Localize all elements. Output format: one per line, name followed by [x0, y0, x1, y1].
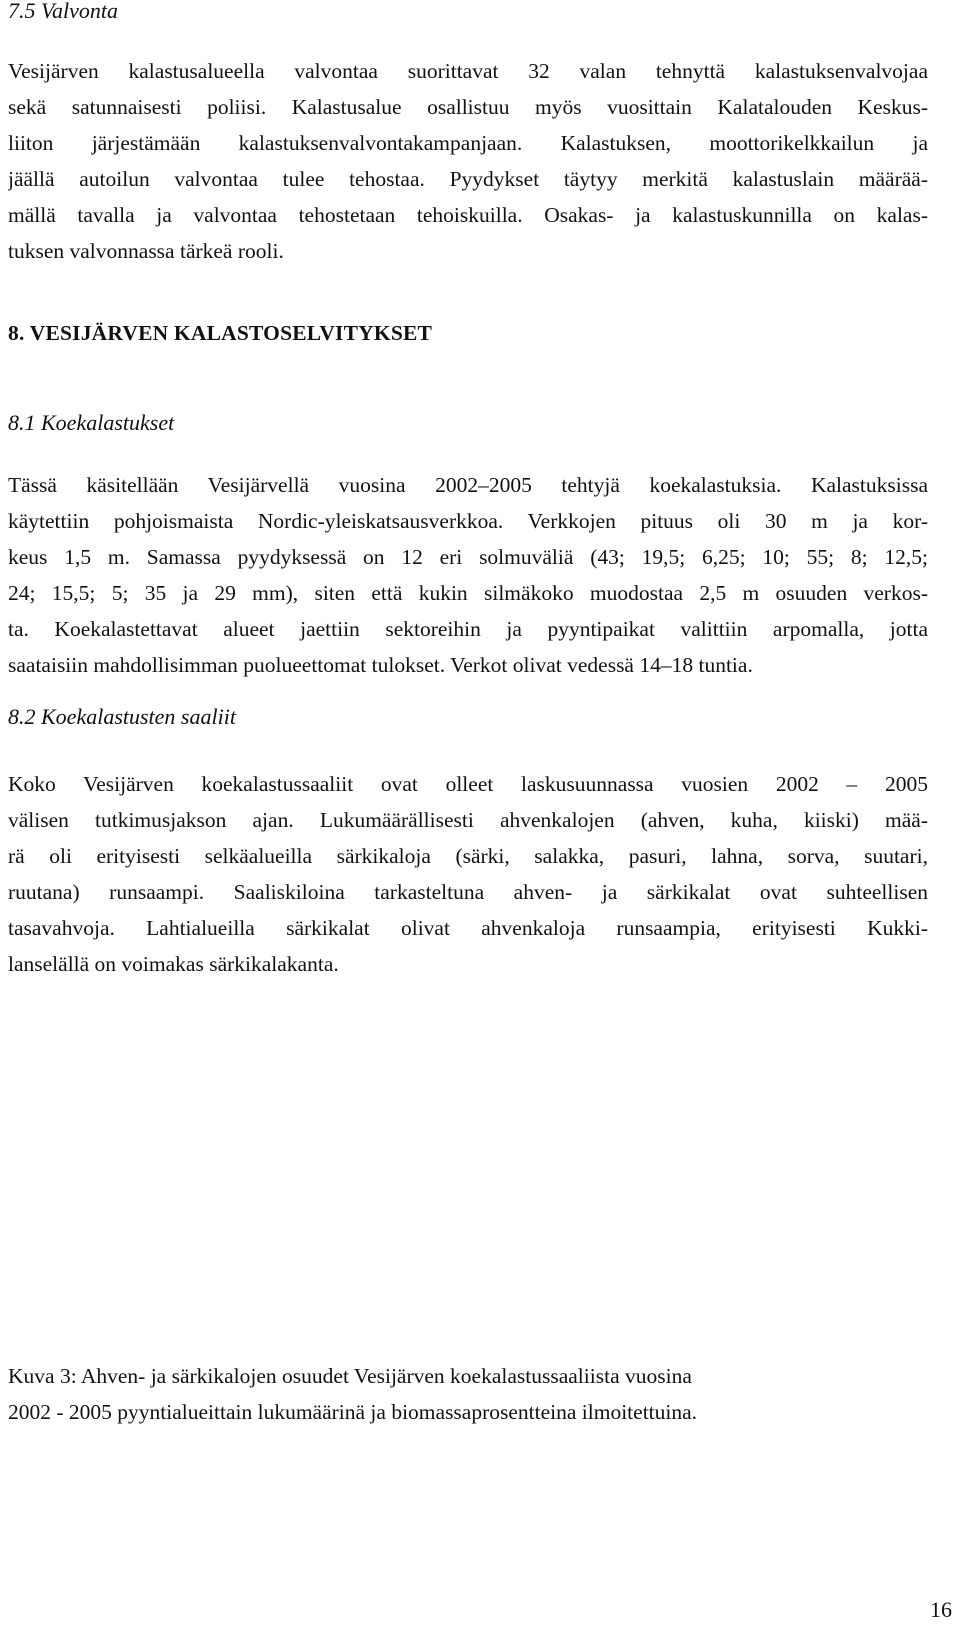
- paragraph-line: lanselällä on voimakas särkikalakanta.: [8, 952, 339, 976]
- section-8-2-heading-block: [8, 702, 928, 732]
- paragraph-line: jäällä autoilun valvontaa tulee tehostaa. Pyydykset täytyy merkitä kalastuslain määrää-: [8, 167, 928, 191]
- section-8-2-paragraph: [8, 766, 928, 982]
- caption-line: 2002 - 2005 pyyntialueittain lukumäärinä ja biomassaprosentteina ilmoitettuina.: [8, 1400, 698, 1424]
- paragraph-line: Koko Vesijärven koekalastussaaliit ovat olleet laskusuunnassa vuosien 2002 – 2005: [8, 772, 928, 796]
- caption-line: Kuva 3: Ahven- ja särkikalojen osuudet Vesijärven koekalastussaaliista vuosina: [8, 1364, 692, 1388]
- paragraph-line: liiton järjestämään kalastuksenvalvontakampanjaan. Kalastuksen, moottorikelkkailun ja: [8, 131, 928, 155]
- section-8-1-heading: 8.1 Koekalastukset: [8, 410, 175, 435]
- paragraph-line: tuksen valvonnassa tärkeä rooli.: [8, 239, 284, 263]
- section-8-2-heading: 8.2 Koekalastusten saaliit: [8, 704, 236, 729]
- section-7-5-paragraph: [8, 53, 928, 269]
- section-8-heading: 8. VESIJÄRVEN KALASTOSELVITYKSET: [8, 321, 433, 345]
- section-7-5-heading: 7.5 Valvonta: [8, 0, 118, 23]
- paragraph-line: Vesijärven kalastusalueella valvontaa suorittavat 32 valan tehnyttä kalastuksenvalvojaa: [8, 59, 928, 83]
- paragraph-line: välisen tutkimusjakson ajan. Lukumäärällisesti ahvenkalojen (ahven, kuha, kiiski) mää-: [8, 808, 928, 832]
- paragraph-line: rä oli erityisesti selkäalueilla särkikaloja (särki, salakka, pasuri, lahna, sorva, suutari,: [8, 844, 928, 868]
- paragraph-line: ta. Koekalastettavat alueet jaettiin sektoreihin ja pyyntipaikat valittiin arpomalla, jotta: [8, 617, 928, 641]
- paragraph-line: käytettiin pohjoismaista Nordic-yleiskatsausverkkoa. Verkkojen pituus oli 30 m ja kor-: [8, 509, 928, 533]
- paragraph-line: ruutana) runsaampi. Saaliskiloina tarkasteltuna ahven- ja särkikalat ovat suhteellisen: [8, 880, 928, 904]
- section-8-heading-block: [8, 318, 928, 348]
- paragraph-line: keus 1,5 m. Samassa pyydyksessä on 12 eri solmuväliä (43; 19,5; 6,25; 10; 55; 8; 12,5;: [8, 545, 928, 569]
- figure-caption: [8, 1358, 928, 1430]
- paragraph-line: 24; 15,5; 5; 35 ja 29 mm), siten että kukin silmäkoko muodostaa 2,5 m osuuden verkos-: [8, 581, 928, 605]
- paragraph-line: Tässä käsitellään Vesijärvellä vuosina 2002–2005 tehtyjä koekalastuksia. Kalastuksissa: [8, 473, 928, 497]
- paragraph-line: tasavahvoja. Lahtialueilla särkikalat olivat ahvenkaloja runsaampia, erityisesti Kukki-: [8, 916, 928, 940]
- paragraph-line: mällä tavalla ja valvontaa tehostetaan tehoiskuilla. Osakas- ja kalastuskunnilla on kalas-: [8, 203, 928, 227]
- paragraph-line: saataisiin mahdollisimman puolueettomat tulokset. Verkot olivat vedessä 14–18 tuntia.: [8, 653, 753, 677]
- page-number: 16: [930, 1597, 952, 1622]
- paragraph-line: sekä satunnaisesti poliisi. Kalastusalue osallistuu myös vuosittain Kalatalouden Keskus-: [8, 95, 928, 119]
- section-8-1-heading-block: [8, 408, 928, 438]
- section-8-1-paragraph: [8, 467, 928, 683]
- section-7-5-heading-block: [8, 0, 928, 26]
